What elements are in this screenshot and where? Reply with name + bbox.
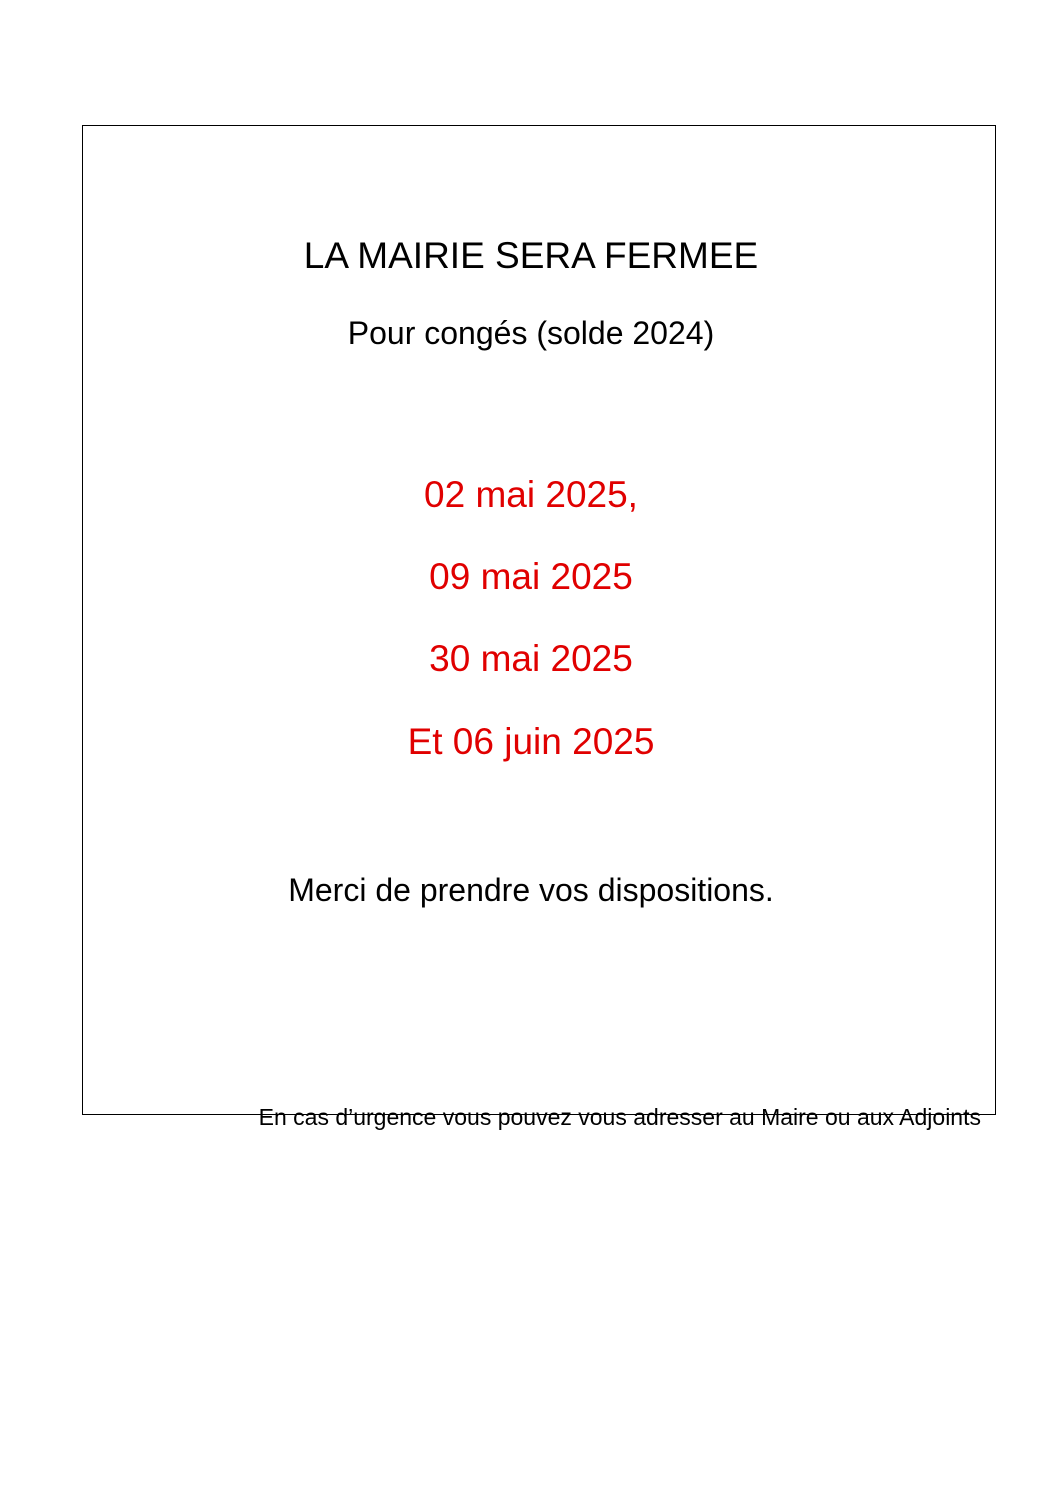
- emergency-note: En cas d’urgence vous pouvez vous adresser au Maire ou aux Adjoints: [258, 1104, 981, 1130]
- closing-message: Merci de prendre vos dispositions.: [288, 872, 774, 908]
- closure-date: 30 mai 2025: [429, 638, 633, 679]
- closure-date: 02 mai 2025,: [424, 474, 638, 515]
- notice-title: LA MAIRIE SERA FERMEE: [303, 235, 759, 276]
- notice-box: [82, 125, 996, 1130]
- closure-date: Et 06 juin 2025: [407, 721, 655, 762]
- closure-date: 09 mai 2025: [429, 556, 633, 597]
- notice-subtitle: Pour congés (solde 2024): [347, 315, 715, 351]
